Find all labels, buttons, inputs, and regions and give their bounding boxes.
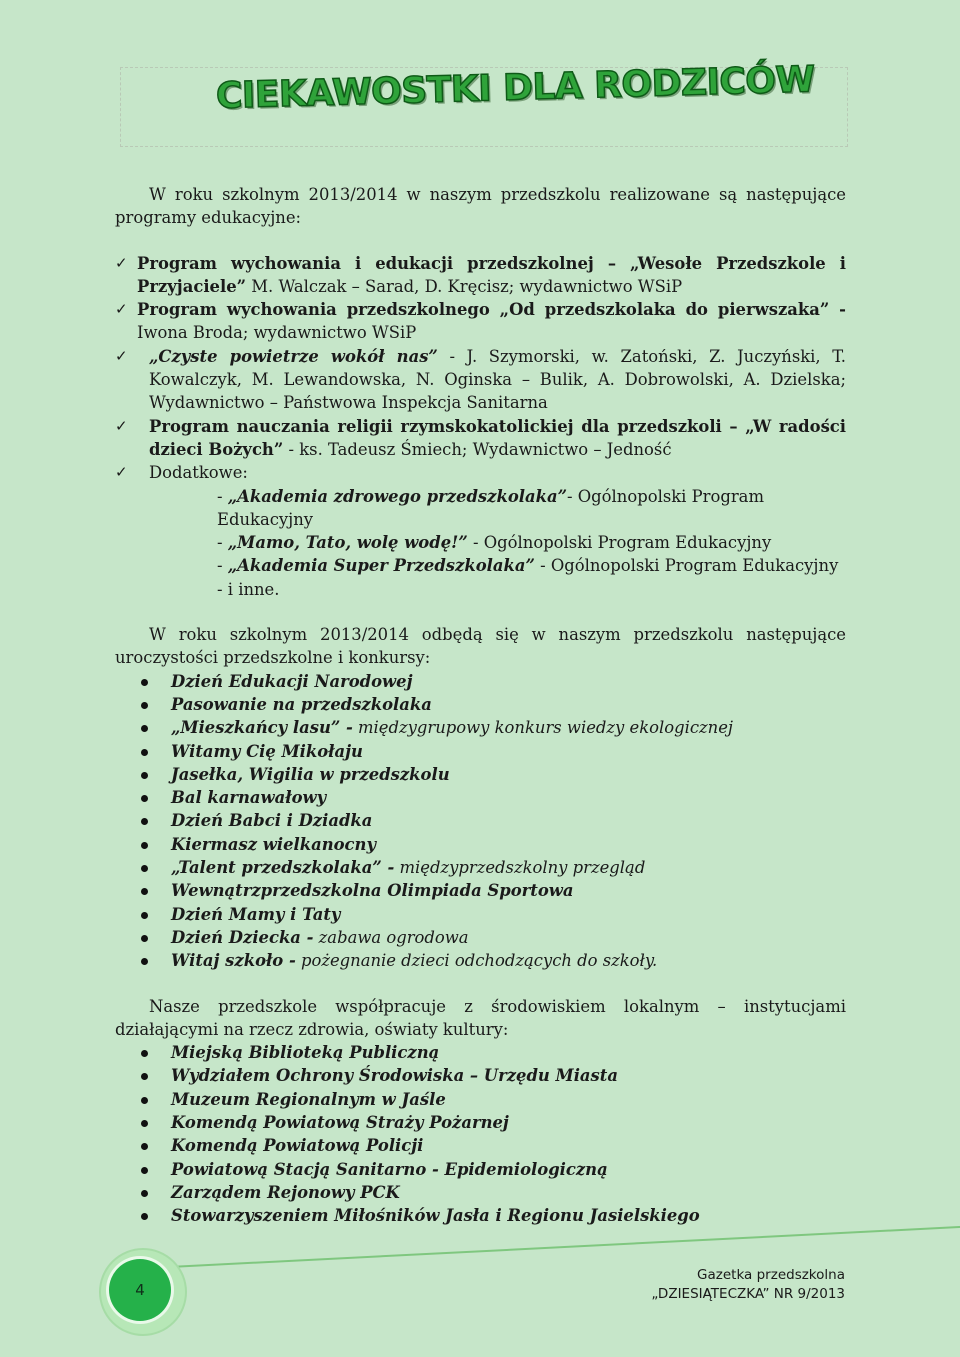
bullet-dot-icon xyxy=(141,818,148,825)
bullet-dot-icon xyxy=(141,702,148,709)
program-item: ✓ Program nauczania religii rzymskokatolickiej dla przedszkoli – „W radości dzieci Bożych” - ks. Tadeusz Śmiech; Wydawnictwo – Jedność xyxy=(115,416,846,459)
checkmark-icon: ✓ xyxy=(115,346,128,365)
bullet-dot-icon xyxy=(141,958,148,965)
partner-item: Stowarzyszeniem Miłośników Jasła i Regionu Jasielskiego xyxy=(115,1204,846,1227)
bullet-dot-icon xyxy=(141,749,148,756)
bullet-dot-icon xyxy=(141,888,148,895)
event-item: Wewnątrzprzedszkolna Olimpiada Sportowa xyxy=(115,879,846,902)
bullet-dot-icon xyxy=(141,1097,148,1104)
bullet-dot-icon xyxy=(141,725,148,732)
event-item: Kiermasz wielkanocny xyxy=(115,833,846,856)
bullet-dot-icon xyxy=(141,842,148,849)
partner-item: Komendą Powiatową Straży Pożarnej xyxy=(115,1111,846,1134)
partner-item: Powiatową Stacją Sanitarno - Epidemiologiczną xyxy=(115,1158,846,1181)
partners-list xyxy=(115,1041,846,1227)
events-intro: W roku szkolnym 2013/2014 odbędą się w naszym przedszkolu następujące uroczystości przedszkolne i konkursy: xyxy=(115,625,846,668)
programs-intro: W roku szkolnym 2013/2014 w naszym przedszkolu realizowane są następujące programy edukacyjne: xyxy=(115,185,846,228)
programs-list xyxy=(115,252,846,485)
extra-program: - i inne. xyxy=(217,579,280,599)
event-item: Dzień Babci i Dziadka xyxy=(115,809,846,832)
event-item: Pasowanie na przedszkolaka xyxy=(115,693,846,716)
event-item: „Mieszkańcy lasu” - międzygrupowy konkurs wiedzy ekologicznej xyxy=(115,716,846,739)
event-item: „Talent przedszkolaka” - międzyprzedszkolny przegląd xyxy=(115,856,846,879)
program-item: ✓ Dodatkowe: xyxy=(115,461,846,484)
program-item: ✓ Program wychowania i edukacji przedszkolnej – „Wesołe Przedszkole i Przyjaciele” M. Walczak – Sarad, D. Kręcisz; wydawnictwo WSiP xyxy=(115,253,846,296)
page-title: CIEKAWOSTKI DLA RODZICÓW xyxy=(215,59,816,117)
gazette-name: Gazetka przedszkolna xyxy=(697,1267,845,1283)
extra-program: - „Akademia Super Przedszkolaka” - Ogólnopolski Program Edukacyjny xyxy=(217,556,839,576)
page-number: 4 xyxy=(109,1259,171,1321)
checkmark-icon: ✓ xyxy=(115,416,128,435)
partner-item: Muzeum Regionalnym w Jaśle xyxy=(115,1088,846,1111)
event-item: Bal karnawałowy xyxy=(115,786,846,809)
checkmark-icon: ✓ xyxy=(115,253,128,272)
bullet-dot-icon xyxy=(141,1120,148,1127)
partner-item: Wydziałem Ochrony Środowiska – Urzędu Miasta xyxy=(115,1064,846,1087)
partner-item: Zarządem Rejonowy PCK xyxy=(115,1181,846,1204)
gazette-caption xyxy=(651,1266,845,1304)
program-item: ✓ Program wychowania przedszkolnego „Od przedszkolaka do pierwszaka” - Iwona Broda; wydawnictwo WSiP xyxy=(115,300,846,343)
footer-divider xyxy=(150,1226,960,1269)
bullet-dot-icon xyxy=(141,1143,148,1150)
bullet-dot-icon xyxy=(141,1167,148,1174)
program-item: ✓ „Czyste powietrze wokół nas” - J. Szymorski, w. Zatoński, Z. Juczyński, T. Kowalczyk, M. Lewandowska, N. Oginska – Bulik, A. Dobrowolski, A. Dzielska; Wydawnictwo – Państwowa Inspekcja Sanitarna xyxy=(115,346,846,413)
bullet-dot-icon xyxy=(141,772,148,779)
bullet-dot-icon xyxy=(141,912,148,919)
bullet-dot-icon xyxy=(141,1073,148,1080)
extra-program: - „Akademia zdrowego przedszkolaka”- Ogólnopolski Program Edukacyjny xyxy=(217,486,764,529)
partners-intro: Nasze przedszkole współpracuje z środowiskiem lokalnym – instytucjami działającymi na rzecz zdrowia, oświaty kultury: xyxy=(115,996,846,1039)
event-item: Dzień Mamy i Taty xyxy=(115,903,846,926)
event-item: Jasełka, Wigilia w przedszkolu xyxy=(115,763,846,786)
bullet-dot-icon xyxy=(141,1050,148,1057)
partner-item: Komendą Powiatową Policji xyxy=(115,1134,846,1157)
event-item: Witaj szkoło - pożegnanie dzieci odchodzących do szkoły. xyxy=(115,949,846,972)
bullet-dot-icon xyxy=(141,1213,148,1220)
checkmark-icon: ✓ xyxy=(115,463,128,482)
bullet-dot-icon xyxy=(141,679,148,686)
article-body xyxy=(115,183,846,1227)
event-item: Witamy Cię Mikołaju xyxy=(115,740,846,763)
checkmark-icon: ✓ xyxy=(115,300,128,319)
partner-item: Miejską Biblioteką Publiczną xyxy=(115,1041,846,1064)
extra-program: - „Mamo, Tato, wolę wodę!” - Ogólnopolski Program Edukacyjny xyxy=(217,533,772,553)
events-list xyxy=(115,670,846,973)
gazette-issue: „DZIESIĄTECZKA” NR 9/2013 xyxy=(651,1286,845,1302)
bullet-dot-icon xyxy=(141,935,148,942)
event-item: Dzień Edukacji Narodowej xyxy=(115,670,846,693)
event-item: Dzień Dziecka - zabawa ogrodowa xyxy=(115,926,846,949)
bullet-dot-icon xyxy=(141,865,148,872)
bullet-dot-icon xyxy=(141,1190,148,1197)
bullet-dot-icon xyxy=(141,795,148,802)
